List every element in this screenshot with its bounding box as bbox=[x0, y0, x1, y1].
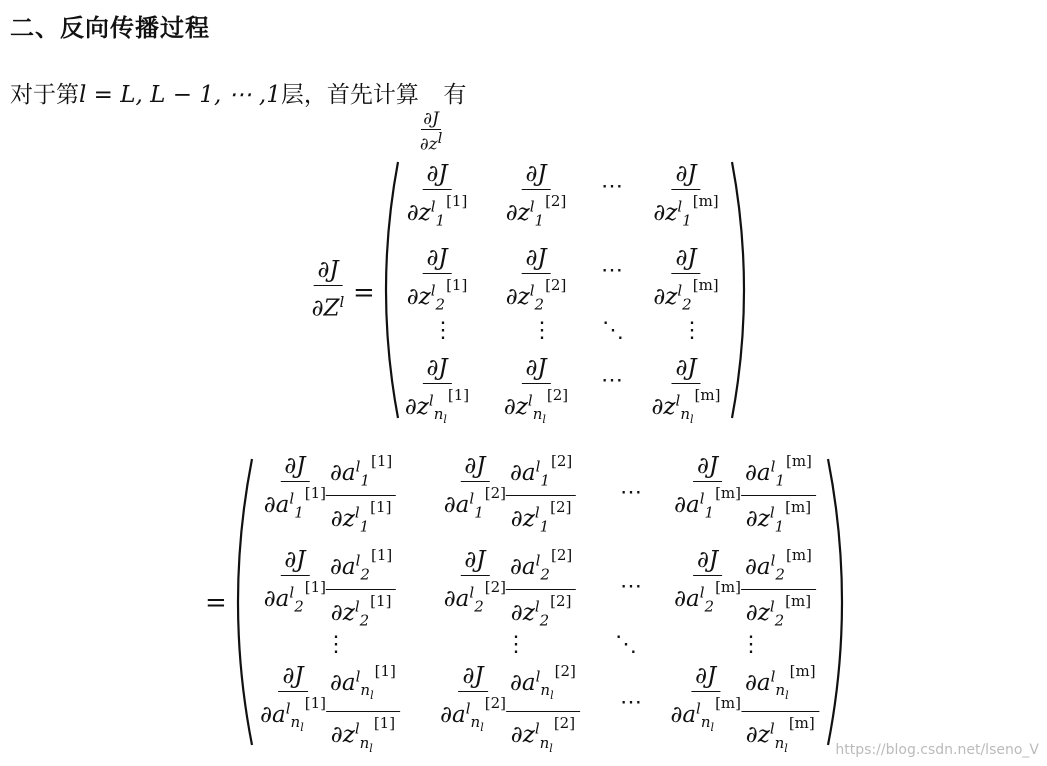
eq1-entry: $\frac{\partial J}{\partial z^l_{n_l}^{[m]}}$ bbox=[651, 355, 721, 427]
eq2-entry bbox=[440, 662, 580, 763]
eq2-entry bbox=[444, 546, 576, 635]
eq2-entry-left: $\frac{\partial J}{\partial a^l_1^{[1]}}$ bbox=[263, 453, 326, 522]
watermark: https://blog.csdn.net/lseno_V bbox=[835, 742, 1039, 758]
eq1-equals: = bbox=[353, 278, 375, 308]
eq1-ddots: ⋱ bbox=[602, 318, 624, 343]
eq1-entry: $\frac{\partial J}{\partial z^l_2^{[m]}}$ bbox=[653, 245, 719, 314]
eq2-entry bbox=[674, 452, 816, 541]
eq1-entry: $\frac{\partial J}{\partial z^l_{n_l}^{[2]}}$ bbox=[503, 355, 569, 427]
eq2-ddots: ⋱ bbox=[615, 632, 637, 657]
eq1-entry: $\frac{\partial J}{\partial z^l_1^{[m]}}$ bbox=[653, 161, 719, 230]
eq2-entry-right: $\frac{\partial a^l_1^{[m]}}{\partial z^l_1^{[m]}}$ bbox=[741, 452, 816, 541]
intro-middle: 层，首先计算 bbox=[280, 82, 419, 108]
eq2-entry bbox=[444, 452, 576, 541]
eq2-entry-left: $\frac{\partial J}{\partial a^l_{n_l}^{[1]}}$ bbox=[260, 663, 326, 735]
intro-suffix: 有 bbox=[443, 82, 467, 108]
eq2-entry-right: $\frac{\partial a^l_1^{[2]}}{\partial z^l_1^{[2]}}$ bbox=[506, 452, 576, 541]
eq2-entry-left: $\frac{\partial J}{\partial a^l_1^{[2]}}$ bbox=[443, 453, 506, 522]
eq2-entry-left: $\frac{\partial J}{\partial a^l_{n_l}^{[2]}}$ bbox=[440, 663, 506, 735]
eq1-hdots: ⋯ bbox=[601, 368, 623, 393]
eq2-entry-right: $\frac{\partial a^l_{n_l}^{[1]}}{\partial z^l_{n_l}^{[1]}}$ bbox=[326, 662, 400, 763]
eq2-hdots: ⋯ bbox=[620, 690, 642, 715]
eq2-entry-right: $\frac{\partial a^l_{n_l}^{[m]}}{\partial z^l_{n_l}^{[m]}}$ bbox=[741, 662, 820, 763]
eq2-entry-left: $\frac{\partial J}{\partial a^l_1^{[m]}}$ bbox=[674, 453, 741, 522]
eq1-entry: $\frac{\partial J}{\partial z^l_1^{[1]}}$ bbox=[406, 161, 468, 230]
eq2-equals: = bbox=[205, 588, 227, 618]
intro-prefix: 对于第 bbox=[10, 82, 79, 108]
eq1-lhs-fraction: $\frac{\partial J}{\partial Z^l}$ bbox=[311, 257, 345, 322]
eq2-entry-right: $\frac{\partial a^l_{n_l}^{[2]}}{\partial z^l_{n_l}^{[2]}}$ bbox=[506, 662, 580, 763]
eq2-entry-right: $\frac{\partial a^l_1^{[1]}}{\partial z^l_1^{[1]}}$ bbox=[326, 452, 396, 541]
eq2-entry bbox=[670, 662, 819, 763]
eq2-entry bbox=[674, 546, 816, 635]
eq2-entry-right: $\frac{\partial a^l_2^{[1]}}{\partial z^l_2^{[1]}}$ bbox=[326, 546, 396, 635]
eq1-entry: $\frac{\partial J}{\partial z^l_2^{[2]}}$ bbox=[505, 245, 567, 314]
eq2-entry bbox=[264, 452, 396, 541]
eq2-vdots: ⋮ bbox=[505, 632, 527, 657]
eq1-vdots: ⋮ bbox=[531, 318, 553, 343]
eq2-vdots: ⋮ bbox=[325, 632, 347, 657]
section-heading: 二、反向传播过程 bbox=[10, 13, 210, 42]
eq2-entry-left: $\frac{\partial J}{\partial a^l_{n_l}^{[m]}}$ bbox=[670, 663, 741, 735]
intro-sentence bbox=[10, 76, 466, 154]
eq1-hdots: ⋯ bbox=[601, 174, 623, 199]
eq1-vdots: ⋮ bbox=[432, 318, 454, 343]
eq2-hdots: ⋯ bbox=[620, 480, 642, 505]
eq2-entry-left: $\frac{\partial J}{\partial a^l_2^{[2]}}$ bbox=[443, 547, 506, 616]
eq2-entry-right: $\frac{\partial a^l_2^{[m]}}{\partial z^l_2^{[m]}}$ bbox=[741, 546, 816, 635]
intro-frac-den: $\partial z^l$ bbox=[419, 128, 443, 155]
eq2-hdots: ⋯ bbox=[620, 574, 642, 599]
eq1-hdots: ⋯ bbox=[601, 258, 623, 283]
intro-fraction bbox=[420, 110, 443, 154]
eq2-entry-left: $\frac{\partial J}{\partial a^l_2^{[1]}}$ bbox=[263, 547, 326, 616]
eq1-entry: $\frac{\partial J}{\partial z^l_2^{[1]}}$ bbox=[406, 245, 468, 314]
eq2-vdots: ⋮ bbox=[740, 632, 762, 657]
eq2-entry bbox=[260, 662, 400, 763]
eq2-entry-right: $\frac{\partial a^l_2^{[2]}}{\partial z^l_2^{[2]}}$ bbox=[506, 546, 576, 635]
intro-frac-num: ∂J bbox=[423, 109, 439, 129]
intro-range: l = L, L − 1, ⋯ ,1 bbox=[79, 82, 281, 108]
eq2-entry-left: $\frac{\partial J}{\partial a^l_2^{[m]}}$ bbox=[674, 547, 741, 616]
eq1-entry: $\frac{\partial J}{\partial z^l_{n_l}^{[1]}}$ bbox=[404, 355, 470, 427]
eq1-vdots: ⋮ bbox=[681, 318, 703, 343]
eq1-entry: $\frac{\partial J}{\partial z^l_1^{[2]}}$ bbox=[505, 161, 567, 230]
eq2-entry bbox=[264, 546, 396, 635]
